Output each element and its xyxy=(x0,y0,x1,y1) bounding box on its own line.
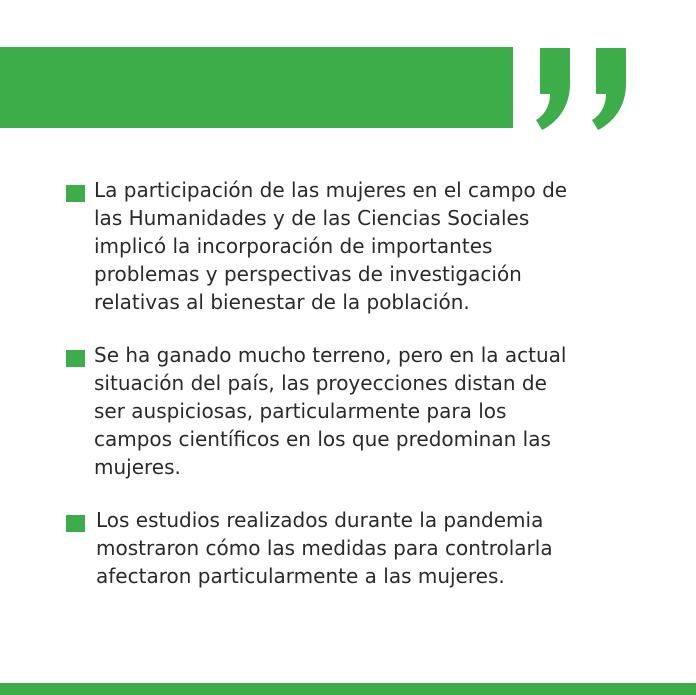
bullet-2-line-5: mujeres. xyxy=(94,455,181,479)
bullet-1-line-2: las Humanidades y de las Ciencias Sociales xyxy=(94,206,530,230)
bullet-2-line-1: Se ha ganado mucho terreno, pero en la actual xyxy=(94,343,567,367)
bullet-2-line-4: campos científicos en los que predominan las xyxy=(94,427,551,451)
footer-green-bar xyxy=(0,683,696,695)
bullet-2-line-3: ser auspiciosas, particularmente para los xyxy=(94,399,507,423)
bullet-3-line-2: mostraron cómo las medidas para controlarla xyxy=(96,536,553,560)
bullet-1-line-3: implicó la incorporación de importantes xyxy=(94,234,493,258)
bullet-2-line-2: situación del país, las proyecciones distan de xyxy=(94,371,547,395)
bullet-square-icon xyxy=(66,185,85,202)
header-green-bar xyxy=(0,47,513,128)
bullet-1-line-1: La participación de las mujeres en el campo de xyxy=(94,178,568,202)
bullet-square-icon xyxy=(66,350,85,367)
bullet-3-line-1: Los estudios realizados durante la pandemia xyxy=(96,508,544,532)
bullet-1-line-4: problemas y perspectivas de investigación xyxy=(94,262,522,286)
bullet-text-2 xyxy=(94,341,566,481)
bullet-square-icon xyxy=(66,515,85,532)
bullet-3-line-3: afectaron particularmente a las mujeres. xyxy=(96,564,505,588)
bullet-text-1 xyxy=(94,176,567,316)
bullet-text-3 xyxy=(96,506,553,590)
closing-quote-icon xyxy=(528,44,640,132)
bullet-1-line-5: relativas al bienestar de la población. xyxy=(94,290,470,314)
